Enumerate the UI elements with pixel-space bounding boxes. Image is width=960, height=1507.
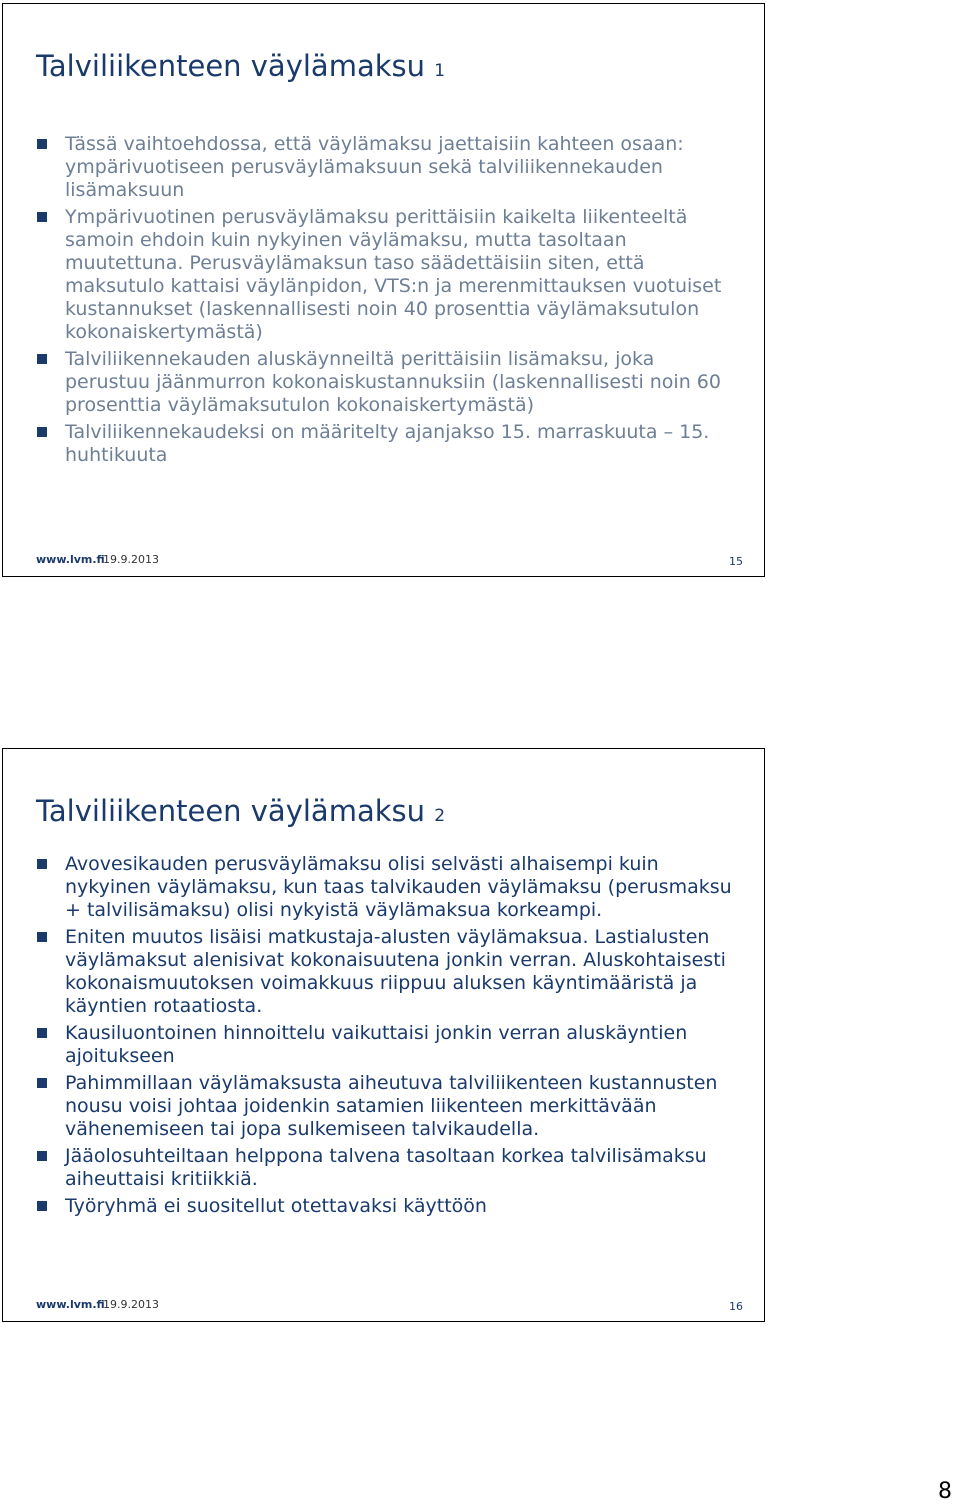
bullet-item: Talviliikennekauden aluskäynneiltä perittäisiin lisämaksu, joka perustuu jäänmurron kokonaiskustannuksiin (laskennallisesti noin 60 prosenttia väylämaksutulon kokonaiskertymästä) — [37, 348, 737, 417]
square-bullet-icon — [37, 932, 47, 942]
bullet-item: Talviliikennekaudeksi on määritelty ajanjakso 15. marraskuuta – 15. huhtikuuta — [37, 421, 737, 467]
bullet-item: Työryhmä ei suositellut otettavaksi käyttöön — [37, 1195, 737, 1218]
bullet-item: Kausiluontoinen hinnoittelu vaikuttaisi jonkin verran aluskäyntien ajoitukseen — [37, 1022, 737, 1068]
bullet-item: Avovesikauden perusväylämaksu olisi selvästi alhaisempi kuin nykyinen väylämaksu, kun taas talvikauden väylämaksu (perusmaksu + talvilisämaksu) olisi nykyistä väylämaksua korkeampi. — [37, 853, 737, 922]
slide-16 — [2, 748, 765, 1322]
bullet-item: Pahimmillaan väylämaksusta aiheutuva talviliikenteen kustannusten nousu voisi johtaa joidenkin satamien liikenteen merkittävään vähenemiseen tai jopa sulkemiseen talvikaudella. — [37, 1072, 737, 1141]
slide-title-number: 1 — [434, 61, 446, 81]
slide-title: Talviliikenteen väylämaksu 1 — [36, 49, 446, 83]
square-bullet-icon — [37, 427, 47, 437]
slide-title-number: 2 — [434, 806, 446, 826]
square-bullet-icon — [37, 1028, 47, 1038]
square-bullet-icon — [37, 354, 47, 364]
footer-url: www.lvm.fi — [36, 553, 105, 566]
bullet-item: Ympärivuotinen perusväylämaksu perittäisiin kaikelta liikenteeltä samoin ehdoin kuin nykyinen väylämaksu, mutta tasoltaan muutettuna. Perusväylämaksun taso säädettäisiin siten, että maksutulo kattaisi väylänpidon, VTS:n ja merenmittauksen vuotuiset kustannukset (laskennallisesti noin 40 prosenttia väylämaksutulon kokonaiskertymästä) — [37, 206, 737, 344]
bullet-item: Eniten muutos lisäisi matkustaja-alusten väylämaksua. Lastialusten väylämaksut alenisivat kokonaisuutena jonkin verran. Aluskohtaisesti kokonaismuutoksen voimakkuus riippuu aluksen käyntimääristä ja käyntien rotaatiosta. — [37, 926, 737, 1018]
footer-date: 19.9.2013 — [103, 1298, 159, 1311]
bullet-list — [37, 853, 737, 1222]
slide-number: 16 — [729, 1300, 743, 1313]
square-bullet-icon — [37, 1201, 47, 1211]
footer-url: www.lvm.fi — [36, 1298, 105, 1311]
slide-number: 15 — [729, 555, 743, 568]
slide-title: Talviliikenteen väylämaksu 2 — [36, 794, 446, 828]
square-bullet-icon — [37, 1078, 47, 1088]
square-bullet-icon — [37, 1151, 47, 1161]
slide-15 — [2, 3, 765, 577]
bullet-list — [37, 133, 737, 471]
page-number: 8 — [938, 1479, 952, 1504]
square-bullet-icon — [37, 859, 47, 869]
bullet-item: Jääolosuhteiltaan helppona talvena tasoltaan korkea talvilisämaksu aiheuttaisi kritiikkiä. — [37, 1145, 737, 1191]
square-bullet-icon — [37, 212, 47, 222]
square-bullet-icon — [37, 139, 47, 149]
bullet-item: Tässä vaihtoehdossa, että väylämaksu jaettaisiin kahteen osaan: ympärivuotiseen perusväylämaksuun sekä talviliikennekauden lisämaksuun — [37, 133, 737, 202]
footer-date: 19.9.2013 — [103, 553, 159, 566]
